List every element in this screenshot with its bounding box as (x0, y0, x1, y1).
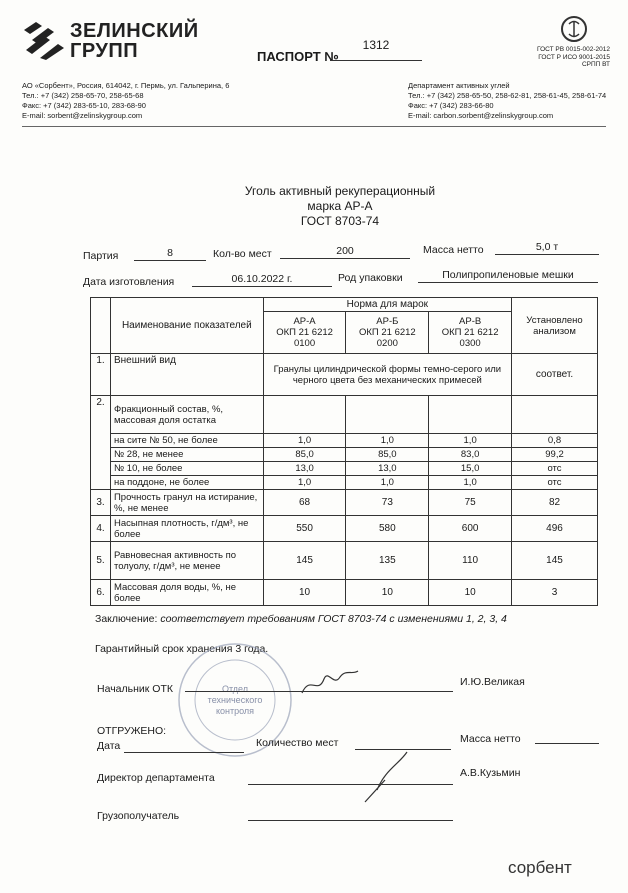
batch-value: 8 (134, 247, 206, 261)
conclusion-label: Заключение: (95, 613, 158, 625)
table-row: № 10, не более 13,0 13,0 15,0 отс (91, 462, 598, 476)
otk-signature-icon (300, 665, 360, 699)
product-standard: ГОСТ 8703-74 (300, 214, 380, 228)
product-grade: марка АР-А (307, 199, 373, 213)
receiver-label: Грузополучатель (97, 810, 180, 822)
receiver-signature-line (248, 819, 453, 821)
otk-name: И.Ю.Великая (460, 676, 525, 688)
shipped-label: ОТГРУЖЕНО: (97, 725, 167, 737)
places-value: 200 (280, 245, 410, 259)
certification-seal-icon (560, 14, 588, 44)
director-name: А.В.Кузьмин (460, 767, 521, 779)
header-divider (22, 126, 606, 127)
batch-label: Партия (83, 250, 119, 262)
header-fact: Установлено анализом (512, 298, 598, 354)
director-signature-line (248, 783, 453, 785)
pack-value: Полипропиленовые мешки (418, 269, 598, 283)
sorbent-logo: сорбент (508, 858, 572, 877)
passport-number: 1312 (330, 38, 422, 61)
shipped-net-line (535, 742, 599, 744)
brand-name: ЗЕЛИНСКИЙ ГРУПП (70, 20, 199, 62)
table-row: на поддоне, не более 1,0 1,0 1,0 отс (91, 476, 598, 490)
table-row: 5. Равновесная активность по толуолу, г/дм³, не менее 145 135 110 145 (91, 542, 598, 580)
shipped-date-line (124, 751, 244, 753)
director-label: Директор департамента (97, 772, 215, 784)
table-row: 2. Фракционный состав, %, массовая доля остатка (91, 396, 598, 434)
contacts-right: Департамент активных углей Тел.: +7 (342) 258-65-50, 258-62-81, 258-61-45, 258-61-74 Факс: +7 (342) 283-66-80 E-mail: carbon.sorbent@zelinskygroup.com (408, 81, 607, 120)
stamp-line-3: контроля (215, 706, 255, 716)
table-row: 3. Прочность гранул на истирание, %, не менее 68 73 75 82 (91, 490, 598, 516)
shipped-net-label: Масса нетто (460, 733, 521, 745)
grade-a: АР-А ОКП 21 6212 0100 (263, 312, 346, 354)
director-signature-icon (355, 750, 415, 805)
appearance-norm: Гранулы цилиндрической формы темно-серого или черного цвета без механических примесей (263, 354, 511, 396)
net-mass-value: 5,0 т (495, 241, 599, 255)
table-row: на сите № 50, не более 1,0 1,0 1,0 0,8 (91, 434, 598, 448)
table-row: 6. Массовая доля воды, %, не более 10 10 10 3 (91, 580, 598, 606)
stamp-line-2: технического (207, 695, 263, 705)
conclusion-text: соответствует требованиям ГОСТ 8703-74 с изменениями 1, 2, 3, 4 (160, 613, 507, 625)
header-norm: Норма для марок (263, 298, 511, 312)
pack-label: Род упаковки (338, 272, 403, 284)
table-row: 4. Насыпная плотность, г/дм³, не более 550 580 600 496 (91, 516, 598, 542)
contacts-left: АО «Сорбент», Россия, 614042, г. Пермь, ул. Гальперина, 6 Тел.: +7 (342) 258-65-70, 258-65-68 Факс: +7 (342) 283-65-10, 283-68-90 E-mail: sorbent@zelinskygroup.com (22, 81, 230, 120)
table-row: 1. Внешний вид Гранулы цилиндрической формы темно-серого или черного цвета без механических примесей соответ. (91, 354, 598, 396)
places-label: Кол-во мест (213, 248, 272, 260)
product-title: Уголь активный рекуперационный (244, 184, 436, 198)
zelinsky-logo-icon (22, 20, 66, 60)
warranty-text: Гарантийный срок хранения 3 года. (95, 643, 269, 655)
date-value: 06.10.2022 г. (192, 273, 332, 287)
shipped-places-label: Количество мест (256, 737, 339, 749)
passport-label: ПАСПОРТ № (257, 49, 339, 64)
table-header-row (91, 298, 598, 312)
gost-certifications: ГОСТ РВ 0015-002-2012 ГОСТ Р ИСО 9001-2015 СРПП ВТ (536, 46, 610, 68)
stamp-line-1: Отдел (221, 684, 249, 694)
net-mass-label: Масса нетто (423, 244, 484, 256)
grade-b: АР-Б ОКП 21 6212 0200 (346, 312, 429, 354)
header-name: Наименование показателей (110, 298, 263, 354)
shipped-date-label: Дата (97, 740, 121, 752)
otk-label: Начальник ОТК (97, 683, 173, 695)
grade-c: АР-В ОКП 21 6212 0300 (429, 312, 512, 354)
table-row: № 28, не менее 85,0 85,0 83,0 99,2 (91, 448, 598, 462)
specs-table (90, 297, 598, 606)
conclusion (95, 613, 507, 625)
date-label: Дата изготовления (83, 276, 175, 288)
